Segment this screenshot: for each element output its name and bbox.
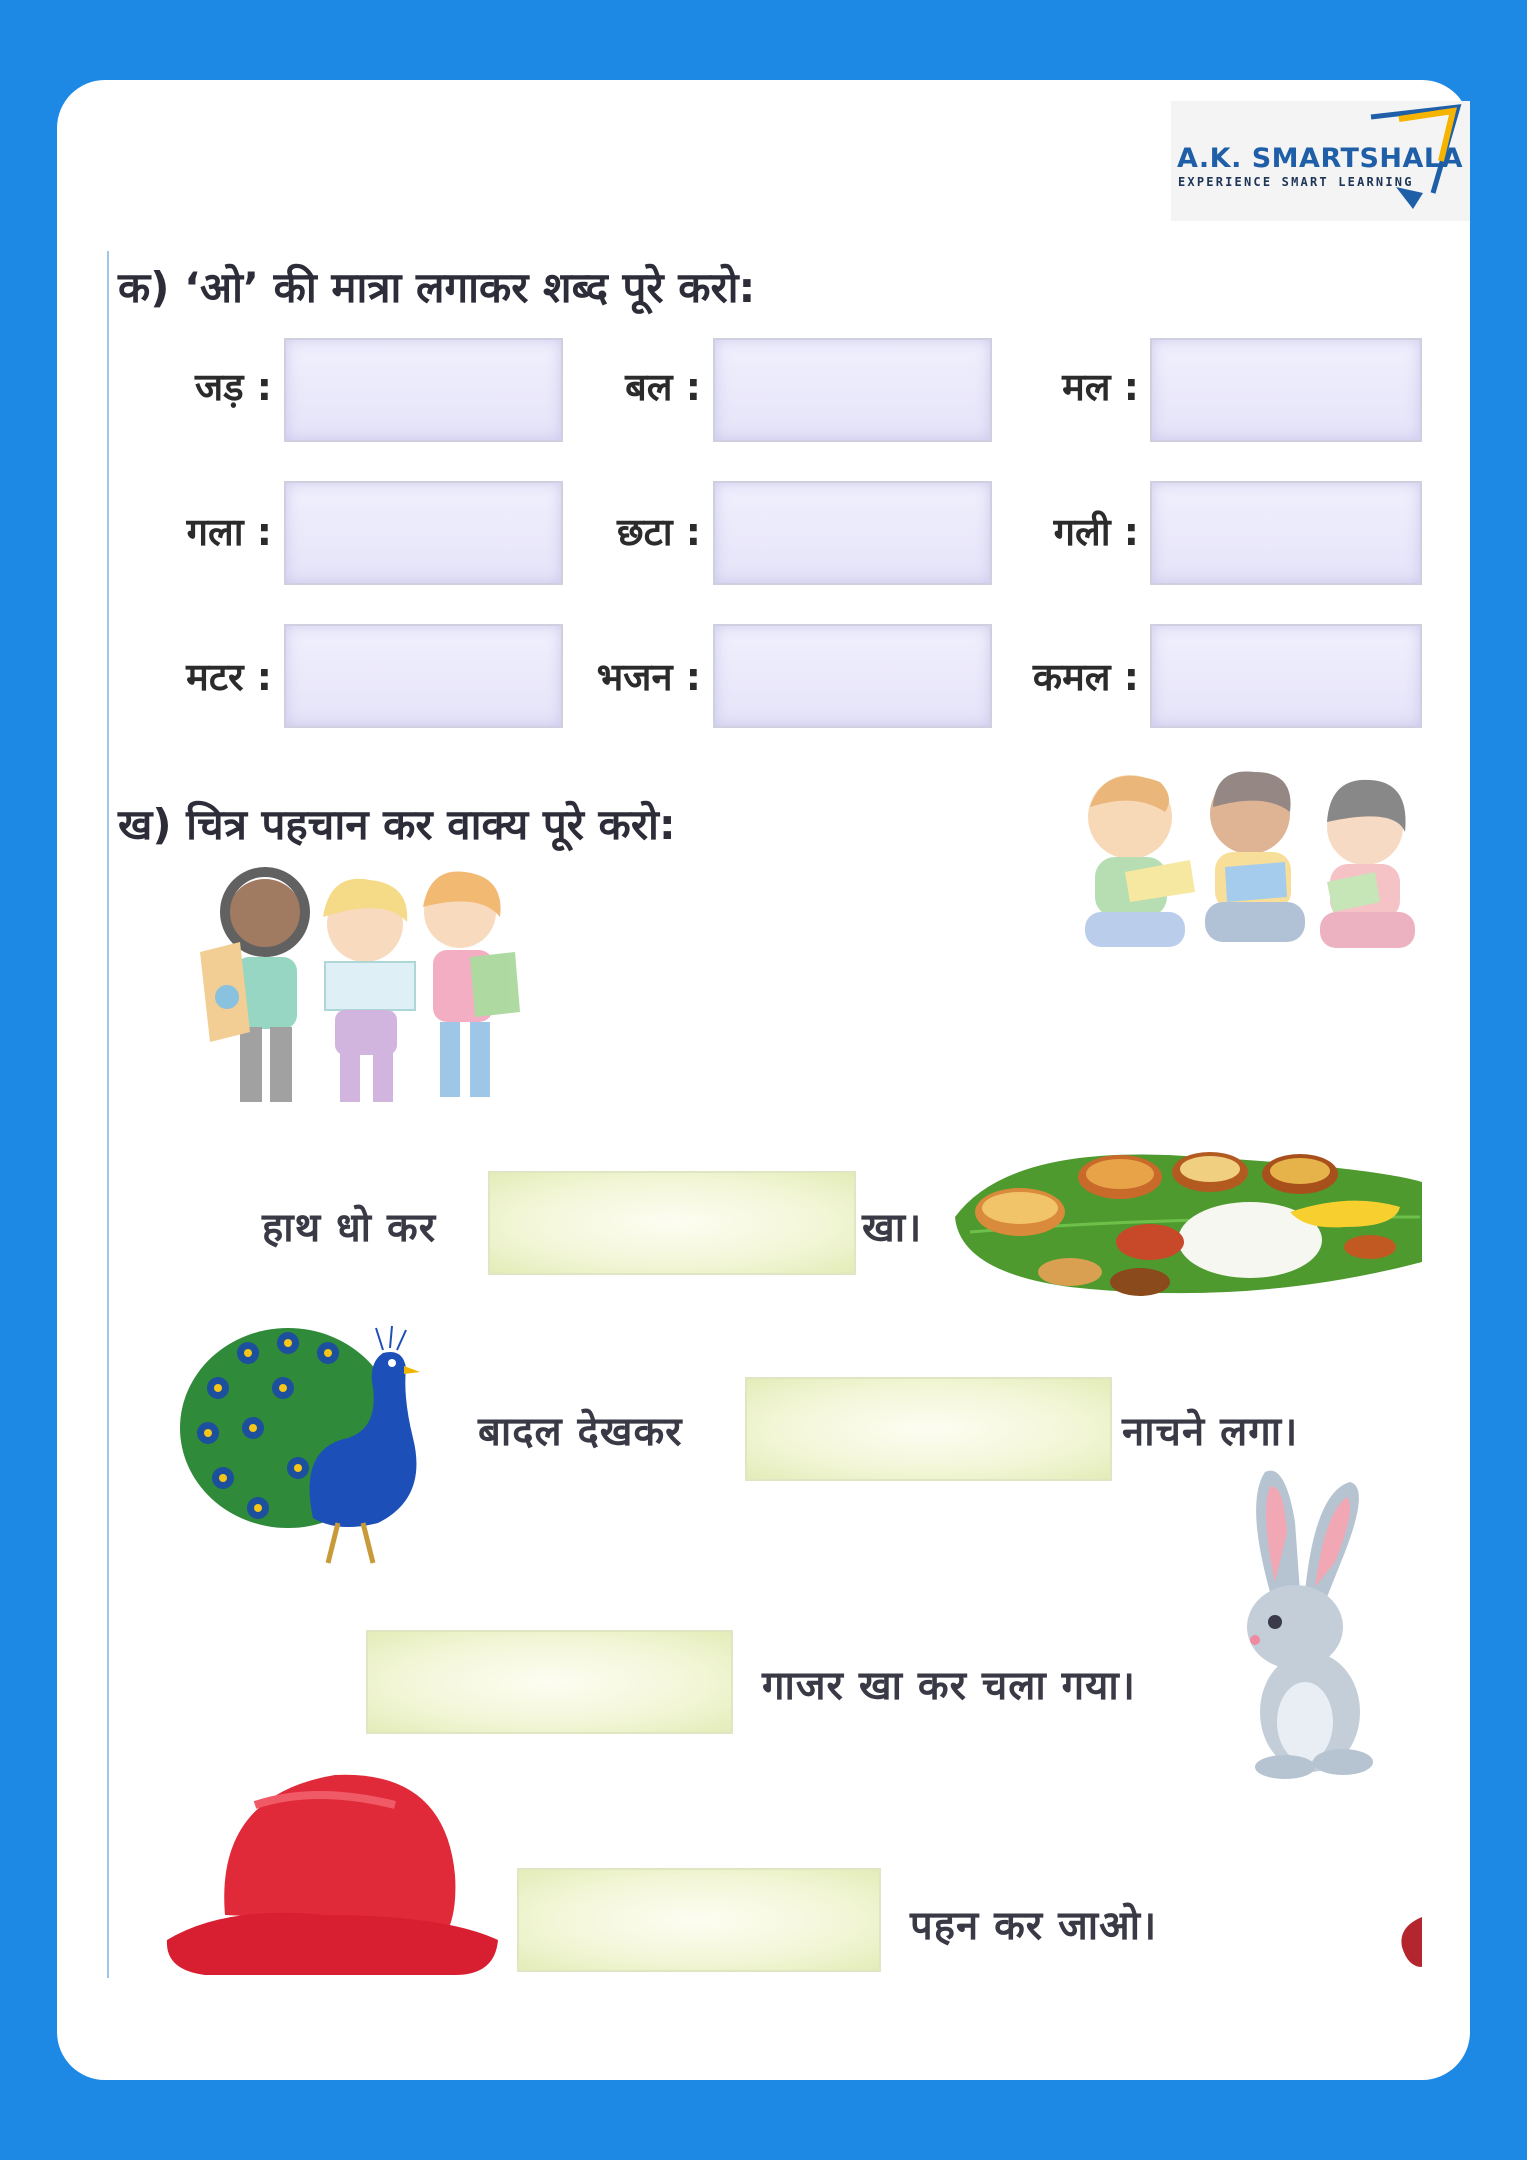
word-label: मल : xyxy=(1062,365,1139,409)
word-label: भजन : xyxy=(596,655,701,699)
sentence-3-end: गाजर खा कर चला गया। xyxy=(762,1663,1136,1709)
answer-box[interactable] xyxy=(713,624,992,728)
word-label: बल : xyxy=(625,365,701,409)
section-b-heading: ख) चित्र पहचान कर वाक्य पूरे करो: xyxy=(118,800,676,849)
answer-box[interactable] xyxy=(284,338,563,442)
sentence-answer-box[interactable] xyxy=(488,1171,856,1275)
red-hat-icon xyxy=(165,1765,500,1978)
children-with-books-icon xyxy=(195,862,535,1114)
answer-box[interactable] xyxy=(1150,481,1422,585)
answer-box[interactable] xyxy=(713,338,992,442)
sentence-1-start: हाथ धो कर xyxy=(262,1205,437,1251)
sentence-answer-box[interactable] xyxy=(366,1630,733,1734)
peacock-icon xyxy=(178,1318,440,1573)
word-label: गली : xyxy=(1053,510,1139,554)
sentence-2-start: बादल देखकर xyxy=(478,1409,683,1455)
answer-box[interactable] xyxy=(284,624,563,728)
sentence-2-end: नाचने लगा। xyxy=(1122,1409,1299,1455)
children-reading-icon xyxy=(1065,752,1425,967)
sentence-1-end: खा। xyxy=(862,1205,923,1251)
answer-box[interactable] xyxy=(1150,624,1422,728)
logo-tagline: EXPERIENCE SMART LEARNING xyxy=(1178,175,1414,189)
answer-box[interactable] xyxy=(713,481,992,585)
logo-brand-text: A.K. SMARTSHALA xyxy=(1177,143,1463,174)
word-label: जड़ : xyxy=(195,365,272,409)
word-label: मटर : xyxy=(186,655,272,699)
word-label: गला : xyxy=(186,510,272,554)
sentence-answer-box[interactable] xyxy=(745,1377,1112,1481)
word-label: कमल : xyxy=(1032,655,1139,699)
food-on-banana-leaf-icon xyxy=(950,1122,1422,1300)
word-label: छटा : xyxy=(616,510,701,554)
brand-logo xyxy=(1171,101,1470,221)
sentence-answer-box[interactable] xyxy=(517,1868,881,1972)
answer-box[interactable] xyxy=(1150,338,1422,442)
sentence-4-end: पहन कर जाओ। xyxy=(910,1903,1158,1949)
answer-box[interactable] xyxy=(284,481,563,585)
rabbit-icon xyxy=(1225,1462,1385,1787)
partial-object-icon xyxy=(1398,1912,1422,1972)
section-a-heading: क) ‘ओ’ की मात्रा लगाकर शब्द पूरे करो: xyxy=(118,263,756,312)
